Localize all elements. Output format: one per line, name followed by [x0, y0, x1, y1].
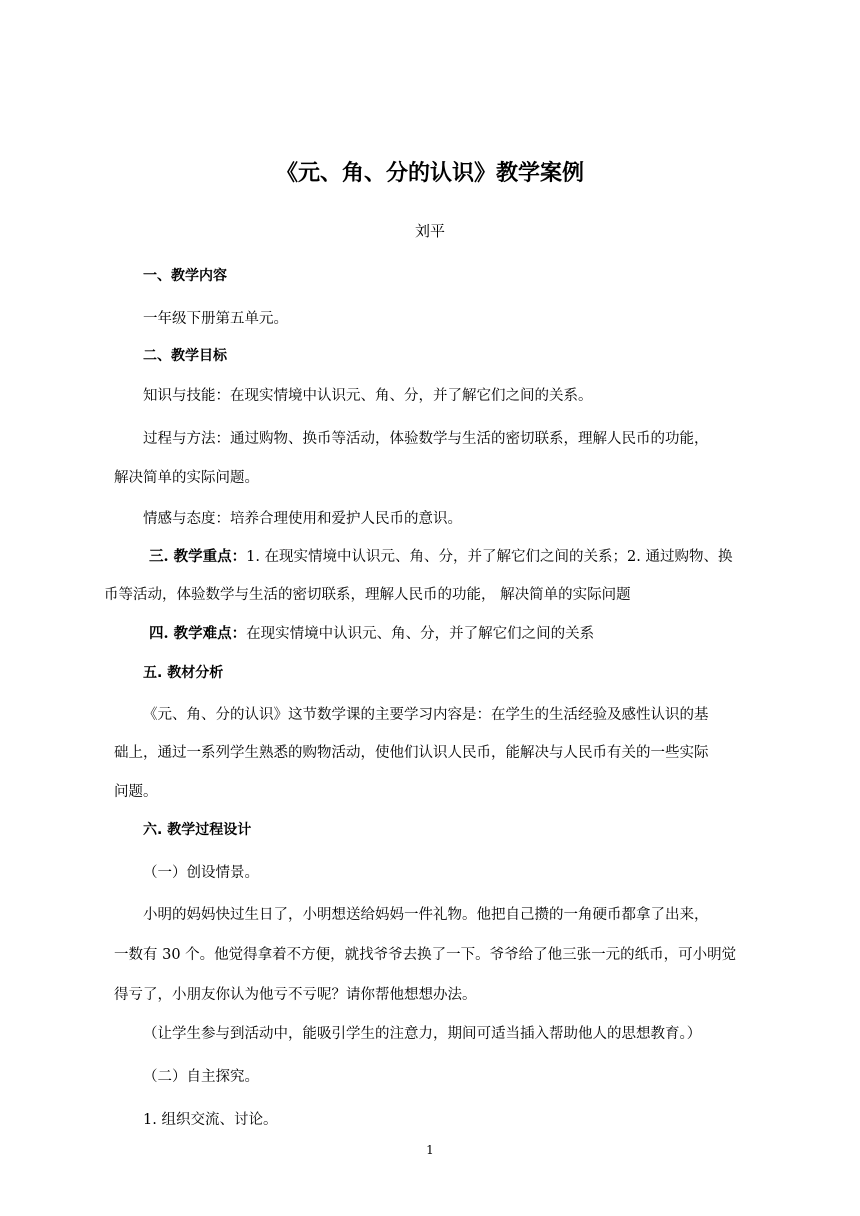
section-4-label: 四. 教学难点：: [149, 625, 247, 642]
section-5-heading: 五. 教材分析: [143, 665, 224, 681]
story-line3: 得亏了，小朋友你认为他亏不亏呢？请你帮他想想办法。: [114, 987, 477, 1003]
section-2-heading: 二、教学目标: [143, 348, 227, 364]
subsection-1: （一）创设情景。: [143, 865, 259, 881]
goal-process-line2: 解决简单的实际问题。: [114, 470, 259, 486]
story-line1: 小明的妈妈快过生日了，小明想送给妈妈一件礼物。他把自己攒的一角硬币都拿了出来，: [143, 907, 709, 923]
section-4-text: 在现实情境中认识元、角、分，并了解它们之间的关系: [246, 626, 595, 642]
page-number: 1: [426, 1143, 434, 1157]
section-3-text-line1: 1. 在现实情境中认识元、角、分，并了解它们之间的关系；2. 通过购物、换: [246, 549, 733, 565]
analysis-line2: 础上，通过一系列学生熟悉的购物活动，使他们认识人民币，能解决与人民币有关的一些实际: [114, 745, 709, 761]
section-4-line: [149, 624, 594, 644]
analysis-line3: 问题。: [114, 784, 158, 800]
analysis-line1: 《元、角、分的认识》这节数学课的主要学习内容是：在学生的生活经验及感性认识的基: [143, 707, 709, 723]
story-line2: 一数有 30 个。他觉得拿着不方便，就找爷爷去换了一下。爷爷给了他三张一元的纸币，可小明觉: [114, 947, 737, 963]
goal-process-line1: 过程与方法：通过购物、换币等活动，体验数学与生活的密切联系，理解人民币的功能，: [143, 431, 709, 447]
document-title: 《元、角、分的认识》教学案例: [275, 161, 584, 186]
section-3-label: 三. 教学重点：: [149, 548, 247, 565]
section-3-line1: [149, 547, 733, 567]
subsection-2: （二）自主探究。: [143, 1069, 259, 1085]
author-name: 刘平: [414, 222, 445, 240]
section-1-text: 一年级下册第五单元。: [143, 311, 288, 327]
section-6-heading: 六. 教学过程设计: [143, 822, 252, 838]
goal-knowledge: 知识与技能：在现实情境中认识元、角、分，并了解它们之间的关系。: [143, 388, 593, 404]
teaching-note: （让学生参与到活动中，能吸引学生的注意力，期间可适当插入帮助他人的思想教育。）: [143, 1026, 702, 1042]
list-item-1: 1. 组织交流、讨论。: [143, 1112, 278, 1128]
goal-attitude: 情感与态度：培养合理使用和爱护人民币的意识。: [143, 511, 462, 527]
section-3-line2: 币等活动，体验数学与生活的密切联系，理解人民币的功能， 解决简单的实际问题: [104, 587, 631, 603]
section-1-heading: 一、教学内容: [143, 268, 227, 284]
